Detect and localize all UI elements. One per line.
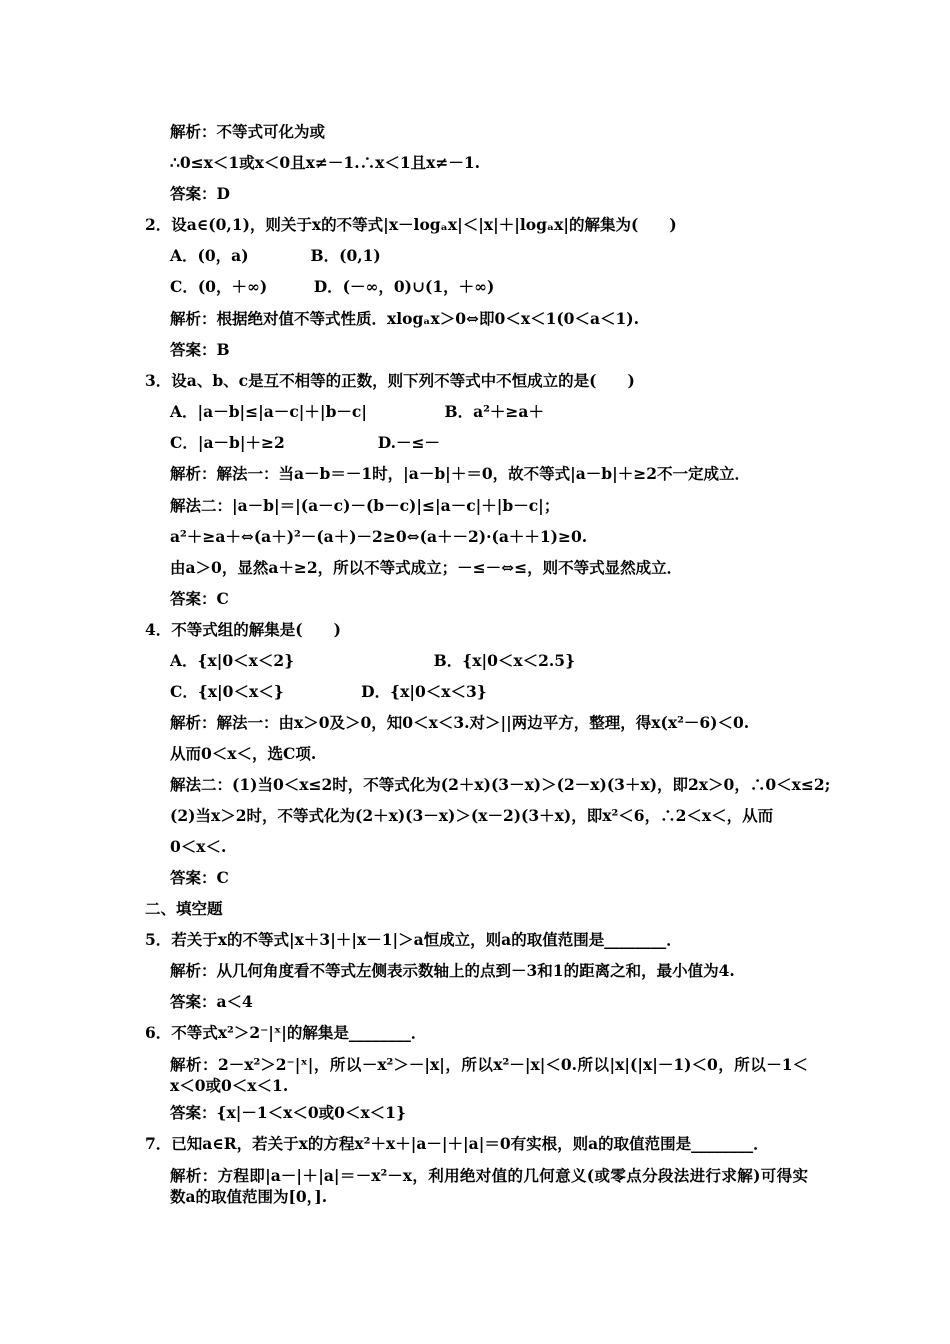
q3-solution-line-2: 解法二：|a－b|＝|(a－c)－(b－c)|≤|a－c|＋|b－c|； <box>170 496 560 515</box>
q6-answer: 答案：{x|－1＜x＜0或0＜x＜1} <box>170 1103 406 1122</box>
q4-solution-line-4: (2)当x＞2时，不等式化为(2＋x)(3－x)＞(x－2)(3＋x)，即x²＜6，∴2＜x＜，从而 <box>170 806 774 825</box>
question-6: 6．不等式x²＞2⁻|ˣ|的解集是________． <box>145 1023 427 1042</box>
q2-options-cd: C．(0，＋∞) D．(－∞，0)∪(1，＋∞) <box>170 277 495 296</box>
q7-solution: 解析：方程即|a－|＋|a|＝－x²－x，利用绝对值的几何意义(或零点分段法进行求解)可得实数a的取值范围为[0，]. <box>170 1166 808 1206</box>
q2-solution: 解析：根据绝对值不等式性质．xlogₐx＞0⇔即0＜x＜1(0＜a＜1). <box>170 309 640 328</box>
q5-answer: 答案：a＜4 <box>170 992 253 1011</box>
q4-solution-line-3: 解法二：(1)当0＜x≤2时，不等式化为(2＋x)(3－x)＞(2－x)(3＋x)，即2x＞0，∴0＜x≤2; <box>170 775 831 794</box>
question-7: 7．已知a∈R，若关于x的方程x²＋x＋|a－|＋|a|＝0有实根，则a的取值范围是________． <box>145 1134 769 1153</box>
q3-solution-line-1: 解析：解法一：当a－b＝－1时，|a－b|＋＝0，故不等式|a－b|＋≥2不一定成立． <box>170 464 751 483</box>
question-4: 4．不等式组的解集是( ) <box>145 620 341 639</box>
q3-solution-line-4: 由a＞0，显然a＋≥2，所以不等式成立；－≤－⇔≤，则不等式显然成立． <box>170 558 683 577</box>
q3-answer: 答案：C <box>170 589 229 608</box>
q3-options-ab: A．|a－b|≤|a－c|＋|b－c| B．a²＋≥a＋ <box>170 402 544 421</box>
question-3: 3．设a、b、c是互不相等的正数，则下列不等式中不恒成立的是( ) <box>145 371 635 390</box>
q2-options-ab: A．(0，a) B．(0,1) <box>170 246 381 265</box>
q4-options-ab: A．{x|0＜x＜2} B．{x|0＜x＜2.5} <box>170 651 576 670</box>
q3-options-cd: C．|a－b|＋≥2 D.－≤－ <box>170 433 441 452</box>
question-2: 2．设a∈(0,1)，则关于x的不等式|x－logₐx|＜|x|＋|logₐx|的解集为( ) <box>145 215 677 234</box>
q4-solution-line-2: 从而0＜x＜，选C项. <box>170 744 317 763</box>
q6-solution: 解析：2－x²＞2⁻|ˣ|，所以－x²＞－|x|，所以x²－|x|＜0.所以|x|(|x|－1)＜0，所以－1＜x＜0或0＜x＜1. <box>170 1055 808 1095</box>
q4-answer: 答案：C <box>170 868 229 887</box>
q1-solution-line-1: 解析：不等式可化为或 <box>170 122 326 141</box>
question-5: 5．若关于x的不等式|x＋3|＋|x－1|＞a恒成立，则a的取值范围是________． <box>145 930 682 949</box>
q2-answer: 答案：B <box>170 340 230 359</box>
q1-solution-line-2: ∴0≤x＜1或x＜0且x≠－1.∴x＜1且x≠－1. <box>170 153 481 172</box>
q4-solution-line-5: 0＜x＜. <box>170 837 227 856</box>
q3-solution-line-3: a²＋≥a＋⇔(a＋)²－(a＋)－2≥0⇔(a＋－2)·(a＋＋1)≥0. <box>170 527 588 546</box>
q5-solution: 解析：从几何角度看不等式左侧表示数轴上的点到－3和1的距离之和，最小值为4. <box>170 961 735 980</box>
q1-answer: 答案：D <box>170 184 230 203</box>
q4-solution-line-1: 解析：解法一：由x＞0及＞0，知0＜x＜3.对＞||两边平方，整理，得x(x²－6)＜0. <box>170 713 750 732</box>
q4-options-cd: C．{x|0＜x＜} D．{x|0＜x＜3} <box>170 682 487 701</box>
section-heading: 二、填空题 <box>145 899 223 918</box>
